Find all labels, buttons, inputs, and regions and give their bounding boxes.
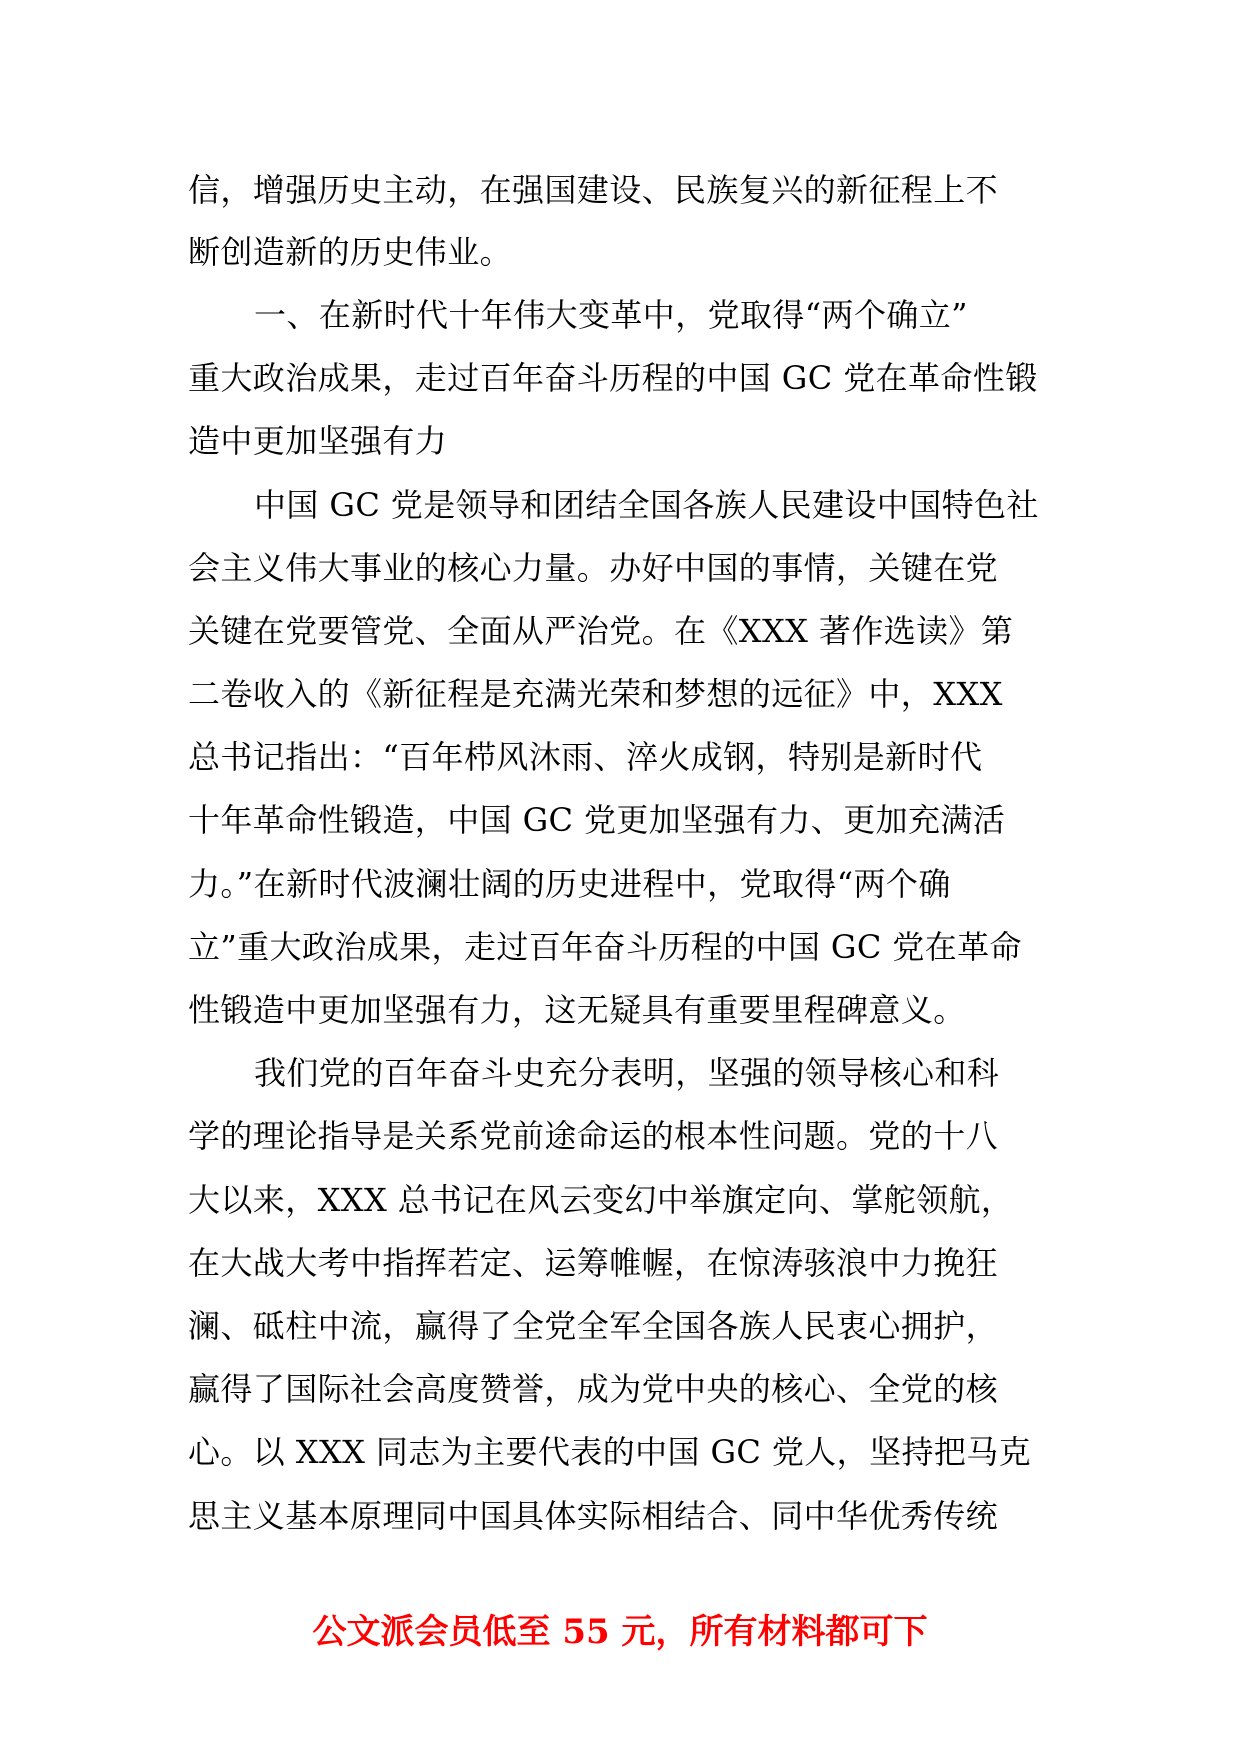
body-text-line: 关键在党要管党、全面从严治党。在《XXX 著作选读》第 bbox=[188, 612, 1014, 650]
body-text-line: 信，增强历史主动，在强国建设、民族复兴的新征程上不 bbox=[188, 171, 999, 209]
body-text-line: 在大战大考中指挥若定、运筹帷幄，在惊涛骇浪中力挽狂 bbox=[188, 1244, 999, 1282]
body-text-line: 断创造新的历史伟业。 bbox=[188, 233, 513, 271]
body-text-line: 总书记指出：“百年栉风沐雨、淬火成钢，特别是新时代 bbox=[188, 738, 983, 776]
body-text-line: 二卷收入的《新征程是充满光荣和梦想的远征》中，XXX bbox=[188, 675, 1003, 713]
body-text-line: 赢得了国际社会高度赞誉，成为党中央的核心、全党的核 bbox=[188, 1370, 999, 1408]
body-text-line: 澜、砥柱中流，赢得了全党全军全国各族人民衷心拥护， bbox=[188, 1307, 999, 1345]
body-text-line: 心。以 XXX 同志为主要代表的中国 GC 党人，坚持把马克 bbox=[188, 1433, 1032, 1471]
body-text-line: 十年革命性锻造，中国 GC 党更加坚强有力、更加充满活 bbox=[188, 801, 1006, 839]
body-text-line: 力。”在新时代波澜壮阔的历史进程中，党取得“两个确 bbox=[188, 865, 951, 903]
body-text-line: 立”重大政治成果，走过百年奋斗历程的中国 GC 党在革命 bbox=[188, 928, 1022, 966]
body-text-line: 我们党的百年奋斗史充分表明，坚强的领导核心和科 bbox=[254, 1054, 1000, 1092]
body-text-line: 会主义伟大事业的核心力量。办好中国的事情，关键在党 bbox=[188, 549, 999, 587]
body-text-line: 学的理论指导是关系党前途命运的根本性问题。党的十八 bbox=[188, 1117, 999, 1155]
section-heading-line: 一、在新时代十年伟大变革中，党取得“两个确立” bbox=[254, 296, 968, 334]
body-text-line: 中国 GC 党是领导和团结全国各族人民建设中国特色社 bbox=[254, 486, 1039, 524]
section-heading-line: 造中更加坚强有力 bbox=[188, 422, 448, 460]
body-text-line: 大以来，XXX 总书记在风云变幻中举旗定向、掌舵领航， bbox=[188, 1181, 1014, 1219]
body-text-line: 性锻造中更加坚强有力，这无疑具有重要里程碑意义。 bbox=[188, 991, 966, 1029]
section-heading-line: 重大政治成果，走过百年奋斗历程的中国 GC 党在革命性锻 bbox=[188, 359, 1038, 397]
promo-footer: 公文派会员低至 55 元，所有材料都可下 bbox=[312, 1612, 928, 1652]
body-text-line: 思主义基本原理同中国具体实际相结合、同中华优秀传统 bbox=[188, 1497, 999, 1535]
